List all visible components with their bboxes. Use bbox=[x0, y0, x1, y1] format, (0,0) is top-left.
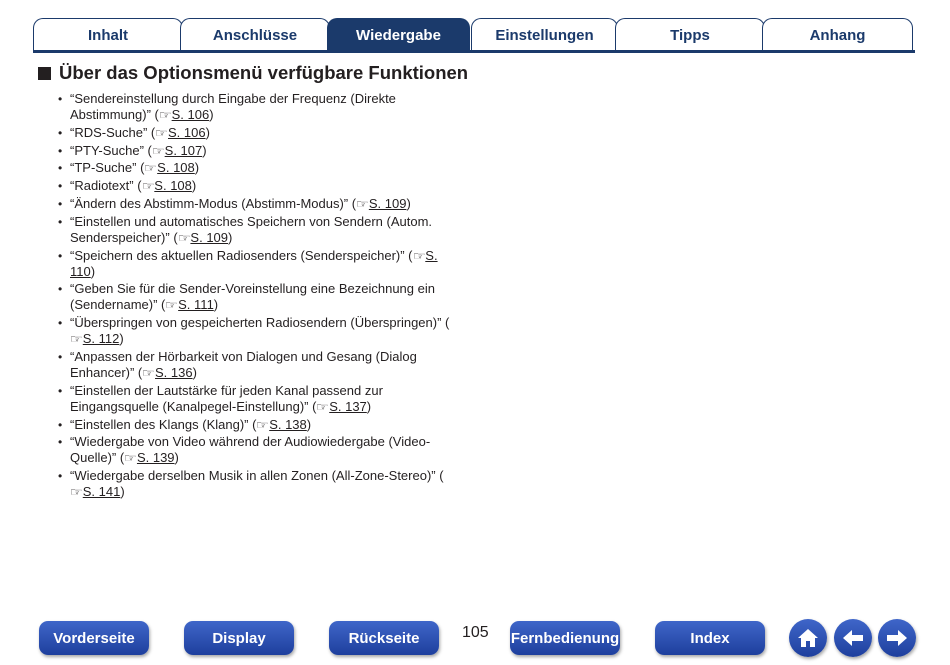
page-reference-link[interactable]: S. 139 bbox=[136, 450, 175, 466]
item-tail: ) bbox=[191, 178, 197, 194]
item-text: “Einstellen des Klangs (Klang)” ( bbox=[70, 416, 257, 432]
item-tail: ) bbox=[213, 297, 219, 313]
display-button[interactable]: Display bbox=[184, 621, 294, 655]
page-reference-link[interactable]: S. 110 bbox=[70, 247, 438, 279]
pointing-hand-icon: ☞ bbox=[177, 230, 191, 245]
item-text: “Wiedergabe derselben Musik in allen Zonen (All-Zone-Stereo)” ( bbox=[70, 468, 444, 484]
list-item bbox=[56, 434, 456, 466]
pointing-hand-icon: ☞ bbox=[142, 365, 156, 380]
page-reference-link[interactable]: S. 137 bbox=[329, 398, 367, 414]
item-text: “TP-Suche” ( bbox=[70, 160, 145, 176]
item-tail: ) bbox=[406, 195, 411, 211]
pointing-hand-icon: ☞ bbox=[412, 248, 426, 263]
item-tail: ) bbox=[119, 331, 124, 347]
previous-button[interactable] bbox=[834, 619, 872, 657]
item-text: “Geben Sie für die Sender-Voreinstellung eine Bezeichnung ein (Sendername)” ( bbox=[70, 281, 435, 313]
pointing-hand-icon: ☞ bbox=[256, 417, 270, 432]
list-item bbox=[56, 417, 456, 433]
item-text: “PTY-Suche” ( bbox=[70, 142, 152, 158]
list-item bbox=[56, 349, 456, 381]
list-item bbox=[56, 214, 456, 246]
pointing-hand-icon: ☞ bbox=[69, 332, 83, 347]
item-text: “Wiedergabe von Video während der Audiowiedergabe (Video-Quelle)” ( bbox=[70, 434, 431, 466]
item-tail: ) bbox=[194, 160, 200, 176]
item-text: “Einstellen der Lautstärke für jeden Kanal passend zur Eingangsquelle (Kanalpegel-Einstellung)” ( bbox=[70, 382, 383, 414]
item-text: “RDS-Suche” ( bbox=[70, 124, 156, 140]
list-item bbox=[56, 281, 456, 313]
front-button[interactable]: Vorderseite bbox=[39, 621, 149, 655]
item-tail: ) bbox=[366, 398, 372, 414]
list-item bbox=[56, 383, 456, 415]
list-item bbox=[56, 248, 456, 280]
list-item bbox=[56, 196, 456, 212]
back-button[interactable]: Rückseite bbox=[329, 621, 439, 655]
tab-bar bbox=[0, 0, 950, 56]
home-icon bbox=[794, 624, 822, 652]
list-item bbox=[56, 125, 456, 141]
tab-inhalt[interactable]: Inhalt bbox=[33, 18, 183, 52]
section-heading bbox=[38, 62, 468, 84]
pointing-hand-icon: ☞ bbox=[316, 399, 330, 414]
item-text: “Anpassen der Hörbarkeit von Dialogen und Gesang (Dialog Enhancer)” ( bbox=[70, 348, 417, 380]
pointing-hand-icon: ☞ bbox=[155, 125, 169, 140]
list-item bbox=[56, 178, 456, 194]
index-button[interactable]: Index bbox=[655, 621, 765, 655]
list-item bbox=[56, 160, 456, 176]
page-reference-link[interactable]: S. 136 bbox=[155, 364, 193, 380]
page-reference-link[interactable]: S. 109 bbox=[368, 195, 407, 211]
arrow-right-icon bbox=[883, 624, 911, 652]
pointing-hand-icon: ☞ bbox=[165, 298, 179, 313]
page-reference-link[interactable]: S. 112 bbox=[82, 331, 120, 347]
function-list bbox=[56, 91, 456, 502]
item-tail: ) bbox=[192, 364, 197, 380]
pointing-hand-icon: ☞ bbox=[151, 143, 165, 158]
pointing-hand-icon: ☞ bbox=[144, 161, 158, 176]
tab-anhang[interactable]: Anhang bbox=[762, 18, 913, 52]
remote-button[interactable]: Fernbedienung bbox=[510, 621, 620, 655]
item-tail: ) bbox=[205, 124, 210, 140]
item-tail: ) bbox=[174, 450, 179, 466]
pointing-hand-icon: ☞ bbox=[69, 485, 83, 500]
item-tail: ) bbox=[306, 416, 312, 432]
tab-baseline bbox=[33, 50, 915, 53]
page-reference-link[interactable]: S. 109 bbox=[190, 229, 229, 245]
list-item bbox=[56, 468, 456, 500]
item-tail: ) bbox=[228, 229, 233, 245]
item-tail: ) bbox=[90, 263, 96, 279]
item-tail: ) bbox=[209, 107, 214, 122]
pointing-hand-icon: ☞ bbox=[124, 451, 138, 466]
item-text: “Überspringen von gespeicherten Radiosendern (Überspringen)” ( bbox=[70, 315, 450, 331]
page-reference-link[interactable]: S. 106 bbox=[171, 107, 210, 122]
pointing-hand-icon: ☞ bbox=[141, 179, 155, 194]
item-text: “Speichern des aktuellen Radiosenders (Senderspeicher)” ( bbox=[70, 247, 413, 263]
page-reference-link[interactable]: S. 111 bbox=[178, 297, 214, 313]
list-item bbox=[56, 143, 456, 159]
page-reference-link[interactable]: S. 141 bbox=[82, 484, 121, 500]
item-tail: ) bbox=[202, 142, 207, 158]
list-item bbox=[56, 91, 456, 123]
heading-square-icon bbox=[38, 67, 51, 80]
tab-wiedergabe[interactable]: Wiedergabe bbox=[327, 18, 470, 52]
page-reference-link[interactable]: S. 106 bbox=[168, 124, 206, 140]
page-reference-link[interactable]: S. 138 bbox=[269, 416, 307, 432]
tab-einstellungen[interactable]: Einstellungen bbox=[471, 18, 618, 52]
pointing-hand-icon: ☞ bbox=[158, 108, 172, 122]
item-text: “Einstellen und automatisches Speichern von Sendern (Autom. Senderspeicher)” ( bbox=[70, 213, 433, 245]
tab-tipps[interactable]: Tipps bbox=[615, 18, 765, 52]
page-reference-link[interactable]: S. 107 bbox=[164, 142, 203, 158]
list-item bbox=[56, 315, 456, 347]
page-reference-link[interactable]: S. 108 bbox=[157, 160, 195, 176]
tab-anschluesse[interactable]: Anschlüsse bbox=[180, 18, 330, 52]
item-text: “Sendereinstellung durch Eingabe der Frequenz (Direkte Abstimmung)” ( bbox=[70, 91, 396, 122]
item-text: “Radiotext” ( bbox=[70, 178, 142, 194]
pointing-hand-icon: ☞ bbox=[356, 196, 369, 211]
arrow-left-icon bbox=[839, 624, 867, 652]
page-reference-link[interactable]: S. 108 bbox=[154, 178, 192, 194]
heading-text: Über das Optionsmenü verfügbare Funktionen bbox=[59, 62, 469, 83]
home-button[interactable] bbox=[789, 619, 827, 657]
item-text: “Ändern des Abstimm-Modus (Abstimm-Modus)” ( bbox=[70, 195, 357, 211]
page-number: 105 bbox=[462, 624, 489, 641]
item-tail: ) bbox=[120, 484, 125, 500]
next-button[interactable] bbox=[878, 619, 916, 657]
